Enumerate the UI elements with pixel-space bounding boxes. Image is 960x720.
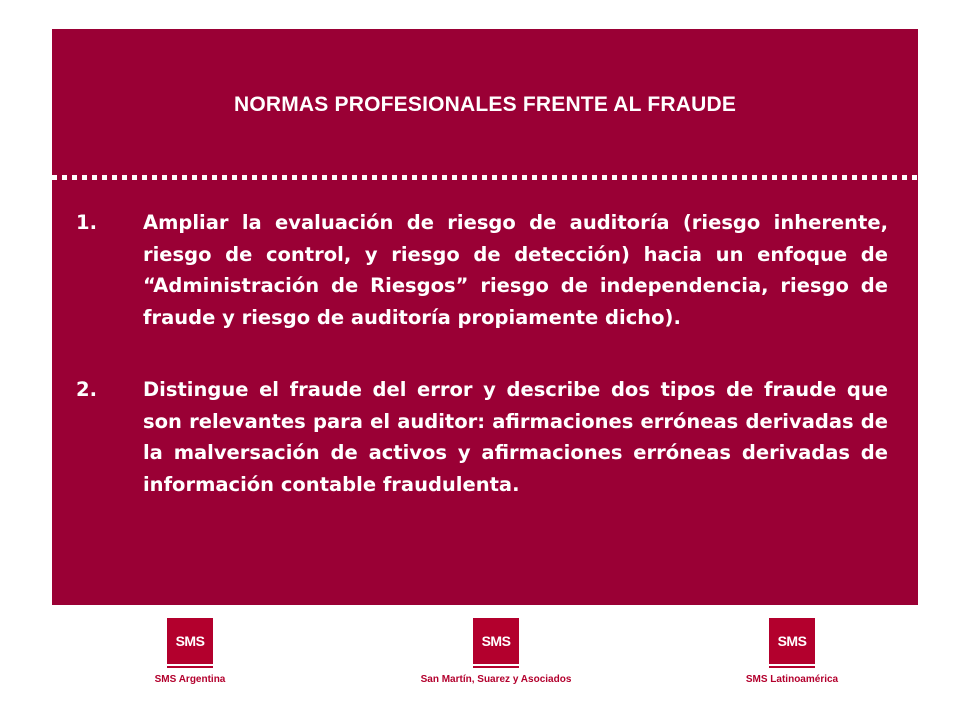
content-panel <box>52 29 918 605</box>
numbered-list <box>76 207 888 500</box>
logo-sms-latinoamerica <box>692 618 892 685</box>
logo-sms-argentina <box>90 618 290 685</box>
list-item-text: Ampliar la evaluación de riesgo de auditoría (riesgo inherente, riesgo de control, y riesgo de detección) hacia un enfoque de “Administración de Riesgos” riesgo de independencia, riesgo de fraude y riesgo de auditoría propiamente dicho). <box>143 211 888 329</box>
sms-logo-mark: SMS <box>473 618 519 664</box>
dotted-divider <box>52 175 918 180</box>
sms-logo-mark: SMS <box>769 618 815 664</box>
list-item-text: Distingue el fraude del error y describe dos tipos de fraude que son relevantes para el auditor: afirmaciones erróneas derivadas de la malversación de activos y afirmaciones erróneas derivadas de información contable fraudulenta. <box>143 378 888 496</box>
logo-underline <box>473 666 519 668</box>
list-item <box>76 207 888 333</box>
logo-san-martin-suarez <box>396 618 596 685</box>
slide-title: NORMAS PROFESIONALES FRENTE AL FRAUDE <box>233 93 737 116</box>
list-item-number: 2. <box>76 378 97 401</box>
logo-underline <box>167 666 213 668</box>
logo-caption: SMS Argentina <box>154 674 226 685</box>
logo-caption: San Martín, Suarez y Asociados <box>420 674 572 685</box>
logo-caption: SMS Latinoamérica <box>745 674 839 685</box>
sms-logo-mark: SMS <box>167 618 213 664</box>
logo-underline <box>769 666 815 668</box>
list-item <box>76 374 888 500</box>
list-item-number: 1. <box>76 211 97 234</box>
